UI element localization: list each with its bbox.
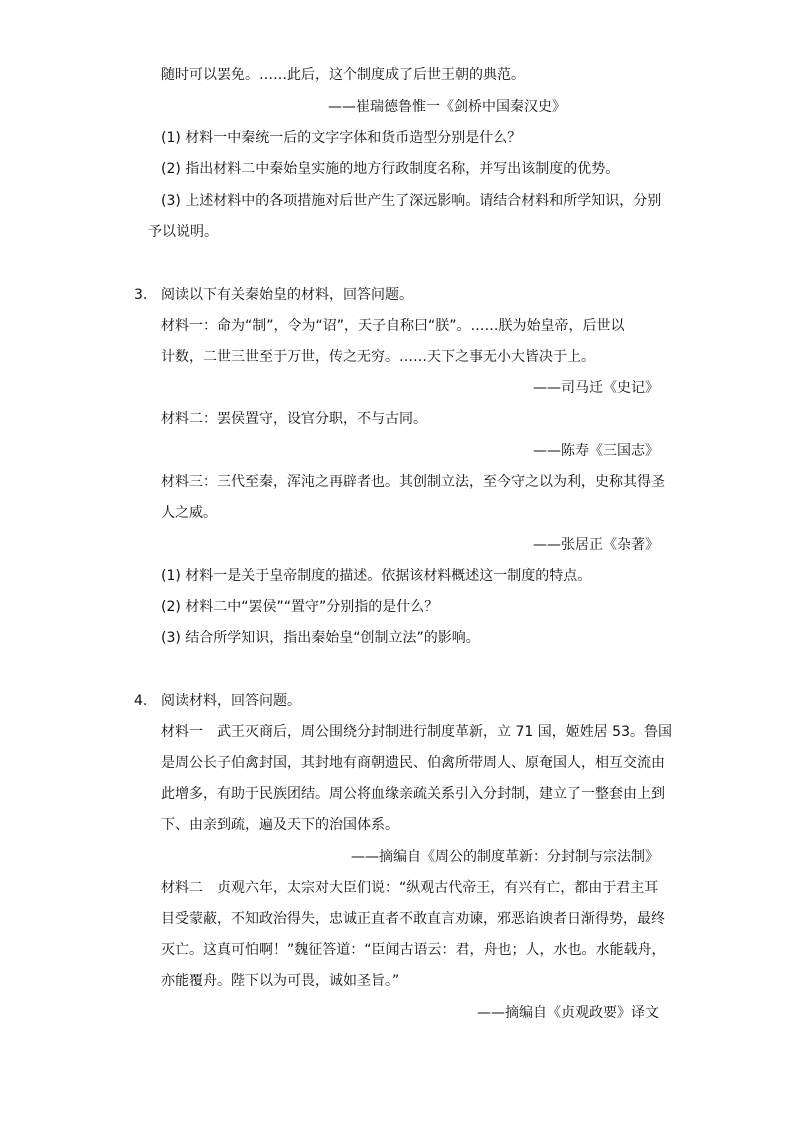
sub-question-1: (1) 材料一中秦统一后的文字字体和货币造型分别是什么？ (161, 130, 522, 146)
material-1-source: ——司马迁《史记》 (533, 380, 659, 396)
material-2-line: 灭亡。这真可怕啊！”魏征答道：“臣闻古语云：君，舟也；人，水也。水能载舟， (161, 942, 666, 958)
material-2-source: ——摘编自《贞观政要》译文 (477, 1005, 659, 1021)
material-1-line: 下、由亲到疏，遍及天下的治国体系。 (161, 817, 399, 833)
material-1-line: 材料一：命为“制”，令为“诏”，天子自称曰“朕”。……朕为始皇帝，后世以 (161, 318, 625, 334)
material-1-line: 材料一 武王灭商后，周公围绕分封制进行制度革新，立 71 国，姬姓居 53。鲁国 (161, 724, 672, 740)
sub-question-3: (3) 上述材料中的各项措施对后世产生了深远影响。请结合材料和所学知识，分别 (161, 193, 662, 209)
material-2-line: 材料二 贞观六年，太宗对大臣们说：“纵观古代帝王，有兴有亡，都由于君主耳 (161, 880, 659, 896)
material-1-line: 计数，二世三世至于万世，传之无穷。……天下之事无小大皆决于上。 (161, 349, 595, 365)
material-source: ——崔瑞德鲁惟一《剑桥中国秦汉史》 (328, 99, 566, 115)
sub-question-2: (2) 材料二中“罢侯”“置守”分别指的是什么？ (161, 599, 439, 615)
material-text-line: 随时可以罢免。……此后，这个制度成了后世王朝的典范。 (161, 67, 525, 83)
material-1-line: 是周公长子伯禽封国，其封地有商朝遗民、伯禽所带周人、原奄国人，相互交流由 (161, 755, 665, 771)
sub-question-3: (3) 结合所学知识，指出秦始皇“创制立法”的影响。 (161, 630, 480, 646)
material-2-line: 亦能覆舟。陛下以为可畏，诚如圣旨。” (161, 973, 400, 989)
question-4-prompt: 阅读材料，回答问题。 (161, 693, 301, 709)
material-1-source: ——摘编自《周公的制度革新：分封制与宗法制》 (351, 849, 659, 865)
sub-question-2: (2) 指出材料二中秦始皇实施的地方行政制度名称，并写出该制度的优势。 (161, 161, 620, 177)
question-number-4: 4. (134, 693, 148, 709)
material-1-line: 此增多，有助于民族团结。周公将血缘亲疏关系引入分封制，建立了一整套由上到 (161, 786, 665, 802)
material-3-line: 人之威。 (161, 505, 217, 521)
material-2-source: ——陈寿《三国志》 (533, 443, 659, 459)
material-3-line: 材料三：三代至秦，浑沌之再辟者也。其创制立法，至今守之以为利，史称其得圣 (161, 474, 665, 490)
sub-question-3-cont: 予以说明。 (148, 224, 218, 240)
material-3-source: ——张居正《杂著》 (533, 537, 659, 553)
question-3-prompt: 阅读以下有关秦始皇的材料，回答问题。 (161, 287, 413, 303)
sub-question-1: (1) 材料一是关于皇帝制度的描述。依据该材料概述这一制度的特点。 (161, 568, 592, 584)
material-2-line: 目受蒙蔽，不知政治得失，忠诚正直者不敢直言劝谏，邪恶谄谀者日渐得势，最终 (161, 911, 665, 927)
material-2-line: 材料二：罢侯置守，设官分职，不与古同。 (161, 411, 427, 427)
question-number-3: 3. (134, 287, 148, 303)
